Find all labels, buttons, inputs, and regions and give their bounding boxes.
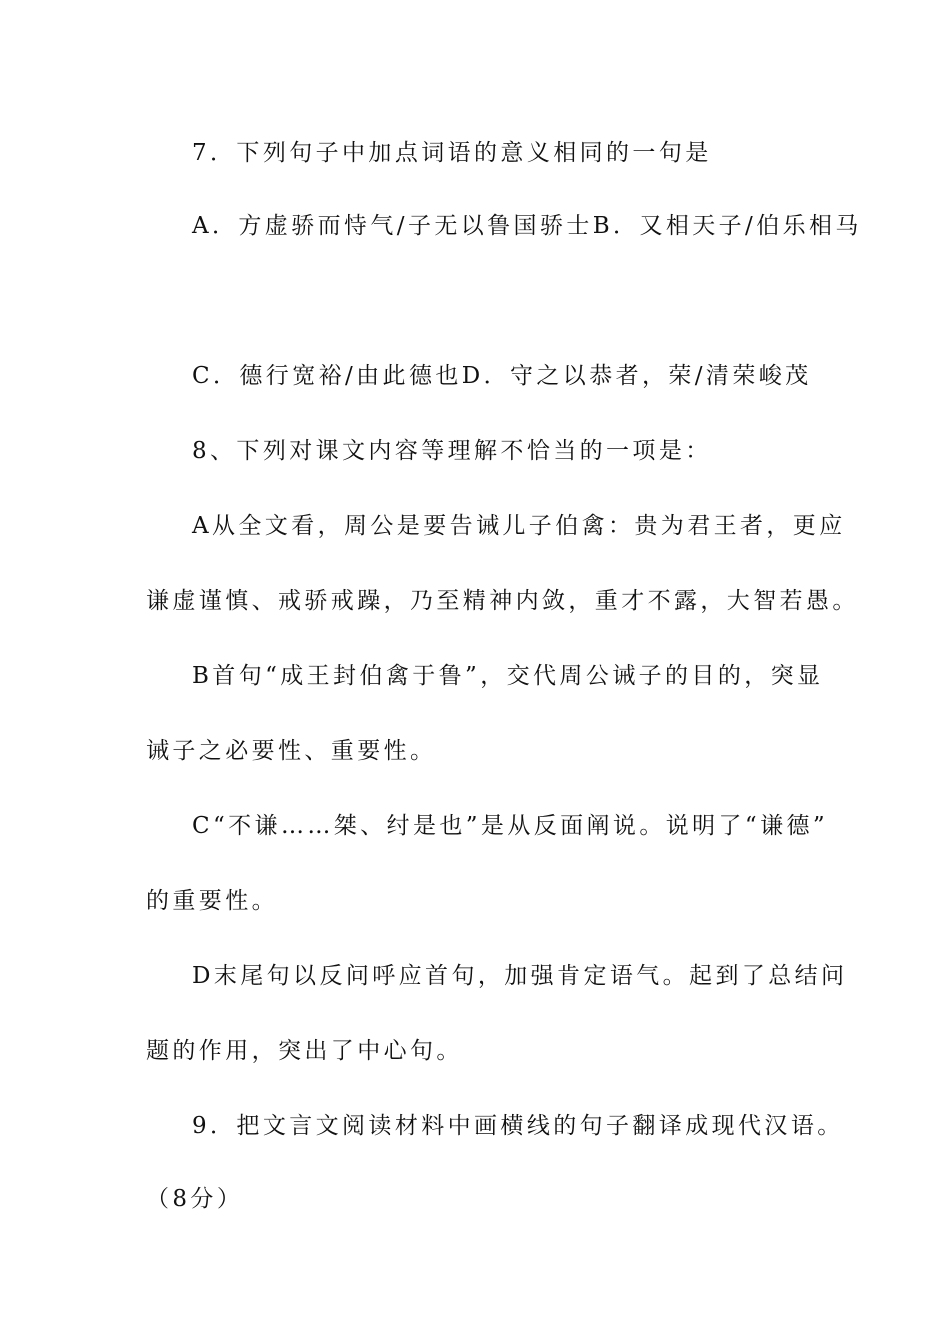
q7-options-cd: C．德行宽裕/由此德也D．守之以恭者，荣/清荣峻茂 — [192, 363, 812, 389]
q9-stem: 9．把文言文阅读材料中画横线的句子翻译成现代汉语。 — [192, 1113, 844, 1139]
q8-option-c-line1: C“不谦……桀、纣是也”是从反面阐说。说明了“谦德” — [192, 813, 829, 839]
q7-options-ab: A．方虚骄而恃气/子无以鲁国骄士B．又相天子/伯乐相马 — [192, 213, 862, 239]
q7-stem: 7．下列句子中加点词语的意义相同的一句是 — [192, 140, 712, 166]
q8-option-b-line2: 诫子之必要性、重要性。 — [146, 738, 437, 764]
q8-option-a-line2: 谦虚谨慎、戒骄戒躁，乃至精神内敛，重才不露，大智若愚。 — [146, 588, 859, 614]
q8-option-d-line1: D末尾句以反问呼应首句，加强肯定语气。起到了总结问 — [192, 963, 848, 989]
q8-stem: 8、下列对课文内容等理解不恰当的一项是： — [192, 438, 712, 464]
q8-option-d-line2: 题的作用，突出了中心句。 — [146, 1038, 463, 1064]
q9-score: （8分） — [146, 1186, 244, 1212]
q8-option-c-line2: 的重要性。 — [146, 888, 278, 914]
q8-option-a-line1: A从全文看，周公是要告诫儿子伯禽：贵为君王者，更应 — [192, 513, 846, 539]
q8-option-b-line1: B首句“成王封伯禽于鲁”，交代周公诫子的目的，突显 — [192, 663, 824, 689]
